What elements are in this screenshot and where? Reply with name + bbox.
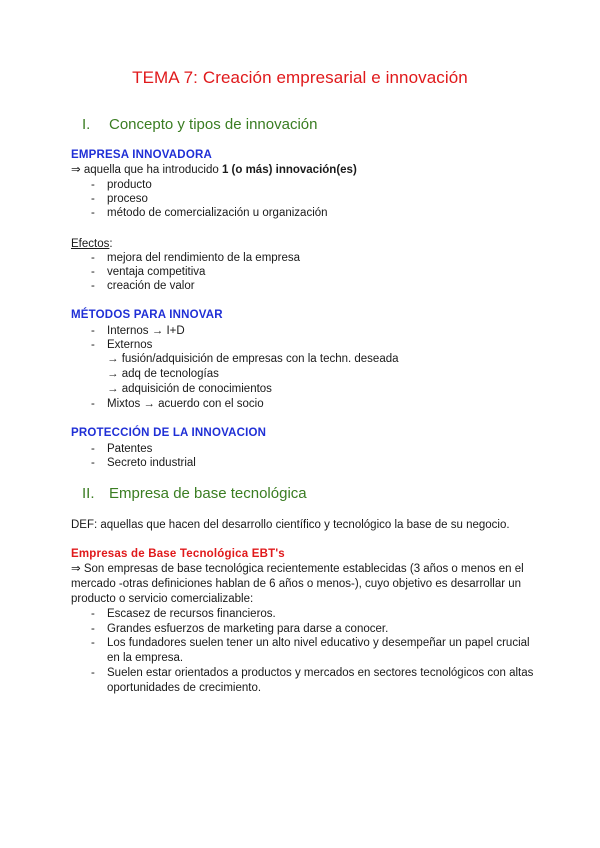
document-page: TEMA 7: Creación empresarial e innovación I. Concepto y tipos de innovación EMPRESA INNOVADORA ⇒ aquella que ha introducido 1 (o más) innovación(es) - producto - proceso - método de comercialización u organización Efectos: - mejora del rendimiento de la empresa - ventaja competitiva - creación de valor MÉTODOS PARA INNOVAR - Internos → I+D - Externos → fusión/adquisición de empresas con la techn. deseada → adq de tecnologías → adquisición de conocimientos - Mixtos → acuerdo con el socio PROTECCIÓN DE LA INNOVACION - Patentes - Secreto industrial II. Empresa de base tecnológica DEF: aquellas que hacen del desarrollo científico y tecnológico la base de su negocio. Empresas de Base Tecnológica EBT's ⇒ Son empresas de base tecnológica recientemente establecidas (3 años o menos en el mercado -otras definiciones hablan de 6 años o menos-), cuyo objetivo es desarrollar un producto o servicio comercializable: - Escasez de recursos financieros. - Grandes esfuerzos de marketing para darse a conocer. - Los fundadores suelen tener un alto nivel educativo y desempeñar un papel crucial en la empresa. - Suelen estar orientados a productos y mercados en sectores tecnológicos con altas oportunidades de crecimiento. (0, 0, 600, 848)
section-title: Empresa de base tecnológica (109, 485, 307, 502)
ebt-paragraph-line: mercado -otras definiciones hablan de 6 años o menos-), cuyo objetivo es desarrollar un (71, 578, 522, 590)
sub-item: → fusión/adquisición de empresas con la techn. deseada (107, 353, 399, 365)
sub-item: → adq de tecnologías (107, 368, 219, 380)
subheading-ebt: Empresas de Base Tecnológica EBT's (71, 548, 285, 560)
subheading-metodos: MÉTODOS PARA INNOVAR (71, 309, 223, 321)
list-item-continuation: en la empresa. (107, 652, 184, 664)
section-number: I. (82, 116, 91, 133)
subheading-proteccion: PROTECCIÓN DE LA INNOVACION (71, 427, 267, 439)
efectos-label: Efectos: (71, 238, 113, 250)
page-title: TEMA 7: Creación empresarial e innovación (132, 68, 468, 87)
ebt-paragraph-line: producto o servicio comercializable: (71, 593, 254, 605)
section-heading-1 (82, 116, 317, 133)
sub-item: → adquisición de conocimientos (107, 383, 272, 395)
section-title: Concepto y tipos de innovación (109, 116, 318, 133)
list-item-continuation: oportunidades de crecimiento. (107, 682, 262, 694)
section-heading-2 (82, 485, 307, 502)
ebt-paragraph-line: ⇒ Son empresas de base tecnológica recientemente establecidas (3 años o menos en el (71, 563, 524, 575)
subheading-empresa-innovadora: EMPRESA INNOVADORA (71, 149, 212, 161)
section-number: II. (82, 485, 95, 502)
empresa-intro: ⇒ aquella que ha introducido 1 (o más) innovación(es) (71, 164, 357, 176)
definition: DEF: aquellas que hacen del desarrollo científico y tecnológico la base de su negocio. (71, 519, 510, 531)
